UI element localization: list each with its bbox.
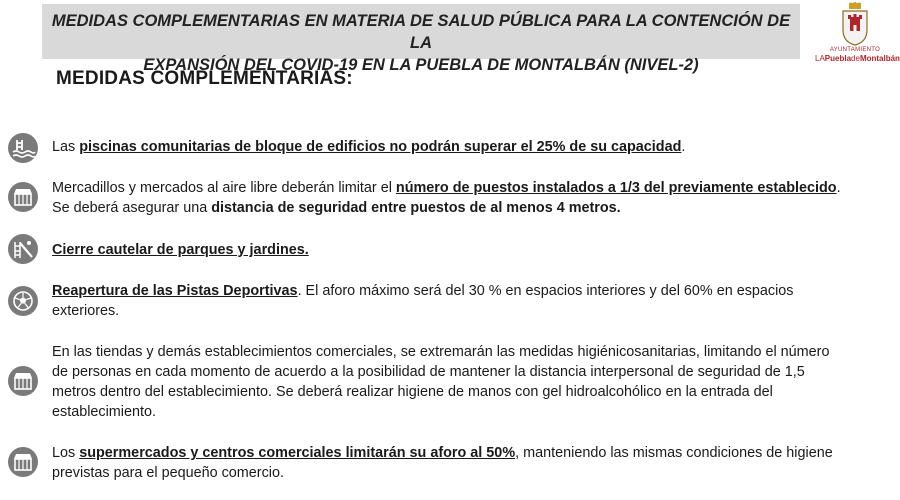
title-line-2: EXPANSIÓN DEL COVID-19 EN LA PUEBLA DE MONTALBÁN (NIVEL-2)	[143, 56, 699, 74]
measure-pools-text: Las piscinas comunitarias de bloque de edificios no podrán superar el 25% de su capacidad.	[52, 139, 686, 155]
section-heading: MEDIDAS COMPLEMENTARIAS:	[56, 68, 353, 89]
pool-icon	[8, 133, 38, 163]
document-title	[42, 10, 800, 76]
municipal-logo	[815, 2, 900, 66]
measure-stores-text: En las tiendas y demás establecimientos comerciales, se extremarán las medidas higiénicosanitarias, limitando el número de personas en cada momento de acuerdo a la posibilidad de mantener la distancia interpersonal de seguridad de 1,5 metros dentro del establecimiento. Se deberá realizar higiene de manos con gel hidroalcohólico en la entrada del establecimiento.	[52, 344, 830, 420]
ball-icon	[8, 286, 38, 316]
measure-parks-text: Cierre cautelar de parques y jardines.	[52, 242, 309, 258]
coat-of-arms-icon	[838, 2, 872, 46]
logo-town-name: LAPuebladeMontalbán	[815, 54, 900, 63]
measure-markets-text: Mercadillos y mercados al aire libre deberán limitar el número de puestos instalados a 1/3 del previamente establecido. Se deberá asegurar una distancia de seguridad entre puestos de al menos 4 metros.	[52, 180, 841, 216]
title-line-1: MEDIDAS COMPLEMENTARIAS EN MATERIA DE SALUD PÚBLICA PARA LA CONTENCIÓN DE LA	[51, 12, 791, 52]
measure-sports-text: Reapertura de las Pistas Deportivas. El aforo máximo será del 30 % en espacios interiores y del 60% en espacios exteriores.	[52, 283, 794, 319]
playground-icon	[8, 234, 38, 264]
measure-supermarkets-text: Los supermercados y centros comerciales limitarán su aforo al 50%, manteniendo las mismas condiciones de higiene previstas para el pequeño comercio.	[52, 445, 833, 481]
supermarket-icon	[8, 447, 38, 477]
title-banner	[42, 4, 800, 74]
store-icon	[8, 366, 38, 396]
market-stall-icon	[8, 182, 38, 212]
logo-ayuntamiento: AYUNTAMIENTO	[829, 47, 881, 53]
